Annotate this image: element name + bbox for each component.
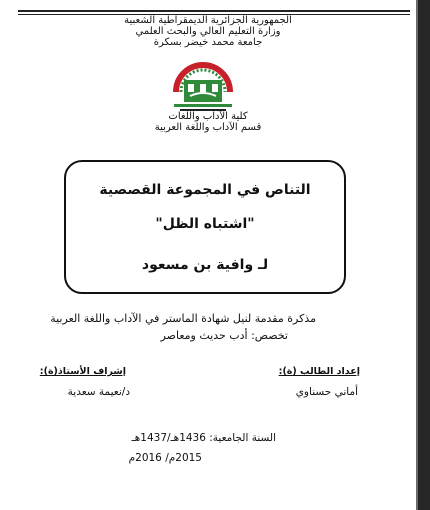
student-label: إعداد الطالب (ة): — [278, 366, 360, 377]
header-ministry: وزارة التعليم العالي والبحث العلمي — [135, 26, 281, 37]
department-name: قسم الآداب واللغة العربية — [154, 122, 262, 133]
header-republic: الجمهورية الجزائرية الديمقراطية الشعبية — [124, 15, 292, 26]
window-scroll-edge-line — [416, 0, 418, 510]
academic-year-gregorian: 2015م/ 2016م — [128, 452, 202, 464]
thesis-purpose: مذكرة مقدمة لنيل شهادة الماستر في الآداب واللغة العربية — [50, 312, 316, 325]
work-title: "اشتباه الظل" — [155, 216, 255, 232]
author-line: لـ وافية بن مسعود — [141, 257, 269, 273]
title-box — [64, 160, 346, 294]
specialization: تخصص: أدب حديث ومعاصر — [160, 329, 288, 342]
header-university: جامعة محمد خيضر بسكرة — [153, 37, 263, 48]
student-name: أماني حسناوي — [295, 386, 358, 398]
academic-year-hijri: السنة الجامعية: 1436هـ/1437هـ — [131, 432, 276, 444]
supervisor-name: د/نعيمة سعدية — [67, 386, 130, 398]
page-top-rule — [18, 10, 410, 12]
window-scroll-edge — [416, 0, 430, 510]
supervisor-label: إشراف الأستاذ(ة): — [39, 366, 126, 377]
thesis-title: التناص في المجموعة القصصية — [99, 182, 311, 198]
university-emblem-icon — [168, 52, 238, 116]
faculty-name: كلية الآداب واللغات — [168, 111, 248, 122]
